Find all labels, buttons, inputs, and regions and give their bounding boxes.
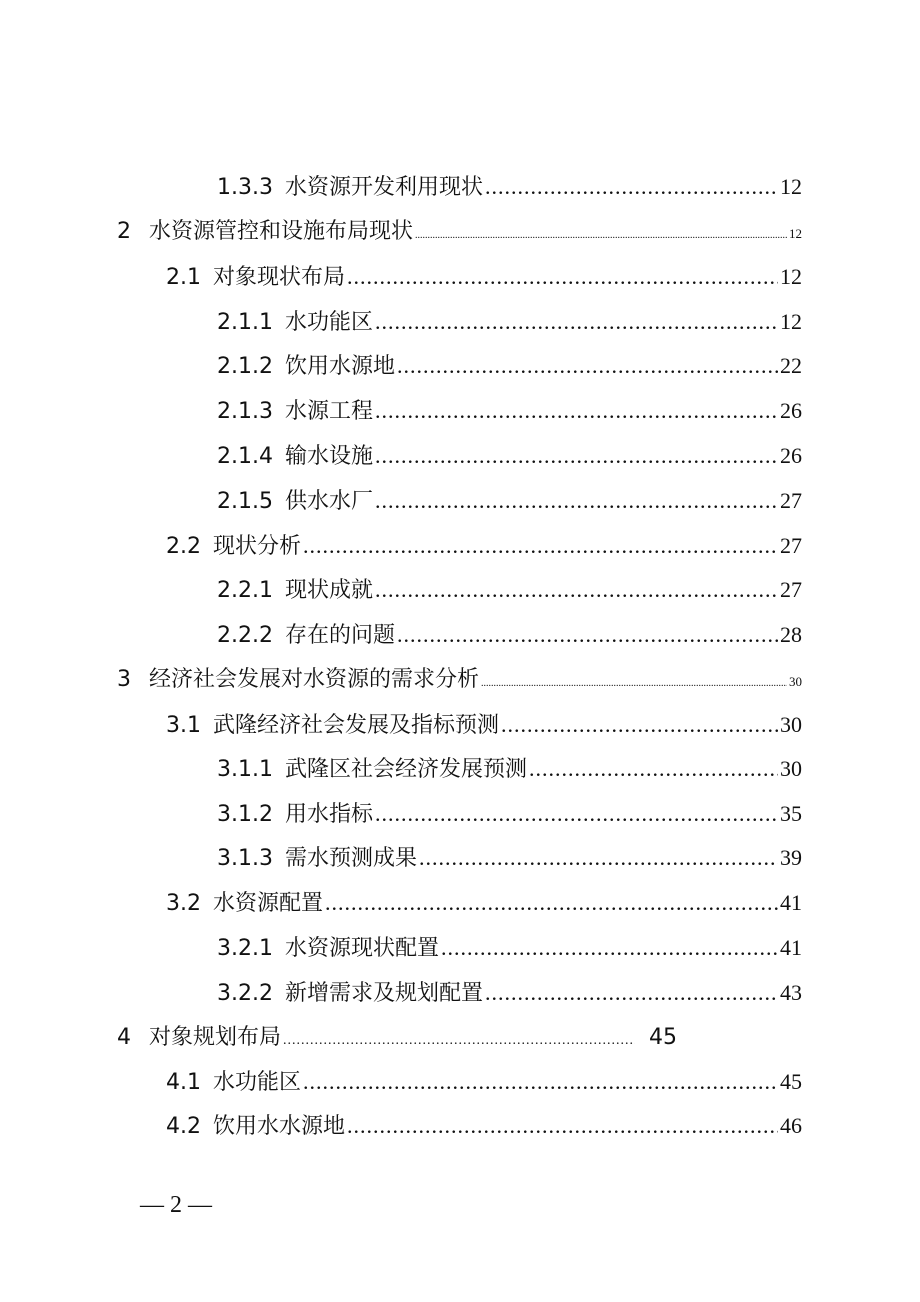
toc-page: 35: [780, 801, 802, 826]
toc-page: 39: [780, 845, 802, 870]
toc-number: 1.3.3: [217, 175, 273, 200]
toc-number: 4: [117, 1025, 131, 1050]
toc-title: 水资源现状配置: [284, 936, 439, 961]
toc-leader: [303, 531, 778, 561]
toc-number: 4.1: [166, 1070, 201, 1095]
toc-number: 3.2: [166, 891, 201, 916]
toc-title: 水资源管控和设施布局现状: [149, 219, 414, 244]
toc-page: 27: [780, 488, 802, 513]
toc-leader: [501, 710, 778, 740]
toc-entry-4[interactable]: [117, 1023, 677, 1053]
toc-title: 对象规划布局: [149, 1025, 282, 1050]
toc-page: 12: [780, 309, 802, 334]
toc-page: 26: [780, 398, 802, 423]
toc-number: 2.1.2: [217, 354, 273, 379]
toc-leader: [375, 307, 778, 337]
toc-leader: [529, 754, 778, 784]
toc-entry-3[interactable]: [117, 665, 802, 695]
toc-entry-2-1-1[interactable]: [217, 307, 802, 337]
toc-leader: [375, 486, 778, 516]
toc-entry-2-2-2[interactable]: [217, 620, 802, 650]
toc-number: 2.1.1: [217, 310, 273, 335]
toc-number: 3.1: [166, 713, 201, 738]
toc-page: 30: [780, 712, 802, 737]
toc-page: 43: [780, 980, 802, 1005]
toc-number: 2.2.1: [217, 578, 273, 603]
toc-entry-2-1-4[interactable]: [217, 441, 802, 471]
toc-title: 武隆经济社会发展及指标预测: [213, 713, 500, 738]
toc-entry-3-1-3[interactable]: [217, 843, 802, 873]
toc-leader: [481, 669, 787, 699]
toc-entry-3-1-2[interactable]: [217, 799, 802, 829]
toc-title: 经济社会发展对水资源的需求分析: [149, 667, 480, 692]
toc-title: 用水指标: [284, 802, 373, 827]
toc-number: 2.1: [166, 265, 201, 290]
toc-page: 26: [780, 443, 802, 468]
toc-number: 3.2.1: [217, 936, 273, 961]
toc-leader: [283, 1026, 635, 1056]
toc-title: 饮用水源地: [284, 354, 395, 379]
toc-leader: [415, 221, 787, 251]
toc-entry-2-1-3[interactable]: [217, 396, 802, 426]
toc-title: 饮用水水源地: [213, 1114, 346, 1139]
toc-page: 45: [649, 1025, 677, 1050]
toc-entry-2-1[interactable]: [166, 262, 802, 292]
toc-entry-3-2-1[interactable]: [217, 933, 802, 963]
toc-number: 3.1.2: [217, 802, 273, 827]
toc-entry-2-1-2[interactable]: [217, 351, 802, 381]
toc-title: 新增需求及规划配置: [284, 981, 483, 1006]
toc-title: 供水水厂: [284, 489, 373, 514]
toc-page: 46: [780, 1113, 802, 1138]
toc-page: 30: [789, 674, 802, 689]
toc-number: 2.1.5: [217, 489, 273, 514]
toc-page: 41: [780, 890, 802, 915]
toc-number: 2.2.2: [217, 623, 273, 648]
toc-number: 2: [117, 219, 131, 244]
toc-entry-2-2[interactable]: [166, 531, 802, 561]
toc-number: 3: [117, 667, 131, 692]
toc-page: 12: [780, 264, 802, 289]
toc-number: 2.1.3: [217, 399, 273, 424]
toc-entry-2-2-1[interactable]: [217, 575, 802, 605]
toc-number: 2.2: [166, 534, 201, 559]
toc-title: 现状分析: [213, 534, 302, 559]
toc-entry-3-2[interactable]: [166, 888, 802, 918]
toc-page: 12: [789, 226, 802, 241]
toc-leader: [441, 933, 778, 963]
toc-title: 水资源配置: [213, 891, 324, 916]
toc-page: 22: [780, 353, 802, 378]
toc-entry-2[interactable]: [117, 217, 802, 247]
toc-leader: [419, 843, 778, 873]
toc-title: 需水预测成果: [284, 846, 417, 871]
toc-entry-4-2[interactable]: [166, 1111, 802, 1141]
toc-leader: [347, 262, 778, 292]
toc-entry-3-2-2[interactable]: [217, 978, 802, 1008]
toc-leader: [347, 1111, 778, 1141]
toc-leader: [375, 396, 778, 426]
toc-title: 输水设施: [284, 444, 373, 469]
toc-leader: [397, 620, 778, 650]
toc-page: 45: [780, 1069, 802, 1094]
toc-entry-4-1[interactable]: [166, 1067, 802, 1097]
toc-page: 27: [780, 533, 802, 558]
toc-title: 水功能区: [284, 310, 373, 335]
toc-leader: [397, 351, 778, 381]
toc-leader: [485, 172, 778, 202]
toc-number: 2.1.4: [217, 444, 273, 469]
toc-leader: [303, 1067, 778, 1097]
toc-leader: [375, 799, 778, 829]
toc-title: 水源工程: [284, 399, 373, 424]
toc-entry-1-3-3[interactable]: [217, 172, 802, 202]
toc-title: 对象现状布局: [213, 265, 346, 290]
toc-leader: [375, 575, 778, 605]
toc-leader: [485, 978, 778, 1008]
toc-page: 12: [780, 174, 802, 199]
toc-number: 3.2.2: [217, 981, 273, 1006]
toc-leader: [325, 888, 778, 918]
toc-title: 水资源开发利用现状: [284, 175, 483, 200]
toc-entry-3-1[interactable]: [166, 710, 802, 740]
toc-page: 30: [780, 756, 802, 781]
toc-title: 武隆区社会经济发展预测: [284, 757, 527, 782]
toc-leader: [375, 441, 778, 471]
page-number-footer: — 2 —: [140, 1192, 212, 1218]
toc-page: 28: [780, 622, 802, 647]
toc-page: 27: [780, 577, 802, 602]
toc-title: 存在的问题: [284, 623, 395, 648]
toc-title: 现状成就: [284, 578, 373, 603]
toc-number: 4.2: [166, 1114, 201, 1139]
toc-entry-2-1-5[interactable]: [217, 486, 802, 516]
toc-number: 3.1.1: [217, 757, 273, 782]
toc-entry-3-1-1[interactable]: [217, 754, 802, 784]
toc-number: 3.1.3: [217, 846, 273, 871]
toc-page: 41: [780, 935, 802, 960]
toc-title: 水功能区: [213, 1070, 302, 1095]
